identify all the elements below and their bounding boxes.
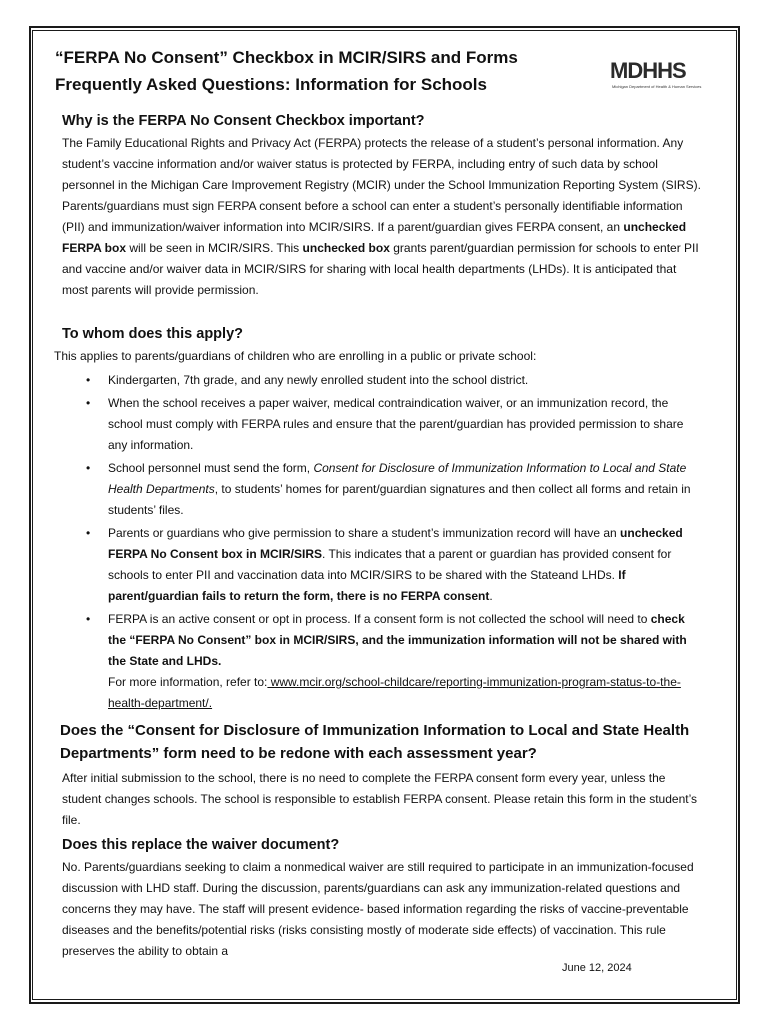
text-run: The Family Educational Rights and Privacy Act (FERPA) protects the release of a student’s personal information. Any student’s vaccine information and/or waiver status is protected by FERPA, including entry of such data by school personnel in the Michigan Care Improvement Registry (MCIR) under the School Immunization Reporting System (SIRS). Parents/guardians must sign FERPA consent before a school can enter a student’s personally identifiable information (PII) and immunization/waiver information into MCIR/SIRS. If a parent/guardian gives FERPA consent, an [62,136,701,234]
list-item [108,393,702,456]
more-info-label: For more information, refer to: [108,675,268,689]
text-run: Kindergarten, 7th grade, and any newly enrolled student into the school district. [108,373,529,387]
text-run: grants parent/guardian permission for schools to enter PII and vaccine and/or waiver data in MCIR/SIRS for sharing with local health departments (LHDs). It is anticipated that most parents will provide permission. [62,241,699,297]
title-line-1: “FERPA No Consent” Checkbox in MCIR/SIRS and Forms [55,48,518,67]
list-item [108,458,702,521]
text-run: FERPA is an active consent or opt in process. If a consent form is not collected the school will need to [108,612,651,626]
footer-date: June 12, 2024 [562,962,632,974]
bold-run: check the “FERPA No Consent” box in MCIR/SIRS, and the immunization information will not be shared with the State and LHDs. [108,612,687,668]
bullet-list [62,370,702,714]
section-intro: This applies to parents/guardians of children who are enrolling in a public or private school: [54,349,537,363]
section-heading: Does the “Consent for Disclosure of Immunization Information to Local and State Health Departments” form need to be redone with each assessment year? [60,722,690,762]
section-heading: To whom does this apply? [62,326,243,342]
mcir-link[interactable]: www.mcir.org/school-childcare/reporting-immunization-program-status-to-the-health-department/. [108,675,681,710]
bold-run: unchecked box [302,241,390,255]
section-body: No. Parents/guardians seeking to claim a nonmedical waiver are still required to participate in an immunization-focused discussion with LHD staff. During the discussion, parents/guardians can ask any immunization-related questions and concerns they may have. The staff will present evidence- based information regarding the risks of vaccine-preventable diseases and the benefits/potential risks (risks consisting mostly of moderate side effects) of vaccination. This rule preserves the ability to obtain a [62,860,694,958]
section-body [62,133,702,301]
text-run: Parents or guardians who give permission to share a student’s immunization record will have an [108,526,621,540]
section-waiver-replace [62,834,702,962]
text-run: When the school receives a paper waiver, medical contraindication waiver, or an immunization record, the school must comply with FERPA rules and ensure that the parent/guardian has provided permission to share any information. [108,396,684,452]
section-who-applies [54,323,702,716]
bold-run: unchecked FERPA No Consent box in MCIR/SIRS [108,526,683,561]
section-heading: Why is the FERPA No Consent Checkbox important? [62,113,425,129]
list-item [108,370,702,391]
list-item [108,523,702,607]
page-title [55,44,595,98]
section-body: After initial submission to the school, there is no need to complete the FERPA consent form every year, unless the student changes schools. The school is responsible to establish FERPA consent. Please retain this form in the student’s file. [62,771,698,827]
logo-text: MDHHS [610,58,686,83]
section-heading: Does this replace the waiver document? [62,837,340,853]
text-run: . This indicates that a parent or guardian has provided consent for schools to enter PII and vaccination data into MCIR/SIRS to be shared with the Stateand LHDs. [108,547,672,582]
bold-run: If parent/guardian fails to return the form, there is no FERPA consent [108,568,626,603]
title-line-2: Frequently Asked Questions: Information for Schools [55,75,487,94]
logo-subtext: Michigan Department of Health & Human Services [612,84,702,89]
mdhhs-logo [610,58,712,92]
text-run: will be seen in MCIR/SIRS. This [126,241,303,255]
form-title-italic: Consent for Disclosure of Immunization Information to Local and State Health Departments [108,461,687,496]
text-run: School personnel must send the form, [108,461,314,475]
text-run: . [489,589,493,603]
section-redo-form [62,719,702,831]
section-ferpa-importance [62,110,702,301]
bold-run: unchecked FERPA box [62,220,687,255]
list-item [108,609,702,714]
text-run: , to students’ homes for parent/guardian signatures and then collect all forms and retain in students’ files. [108,482,691,517]
